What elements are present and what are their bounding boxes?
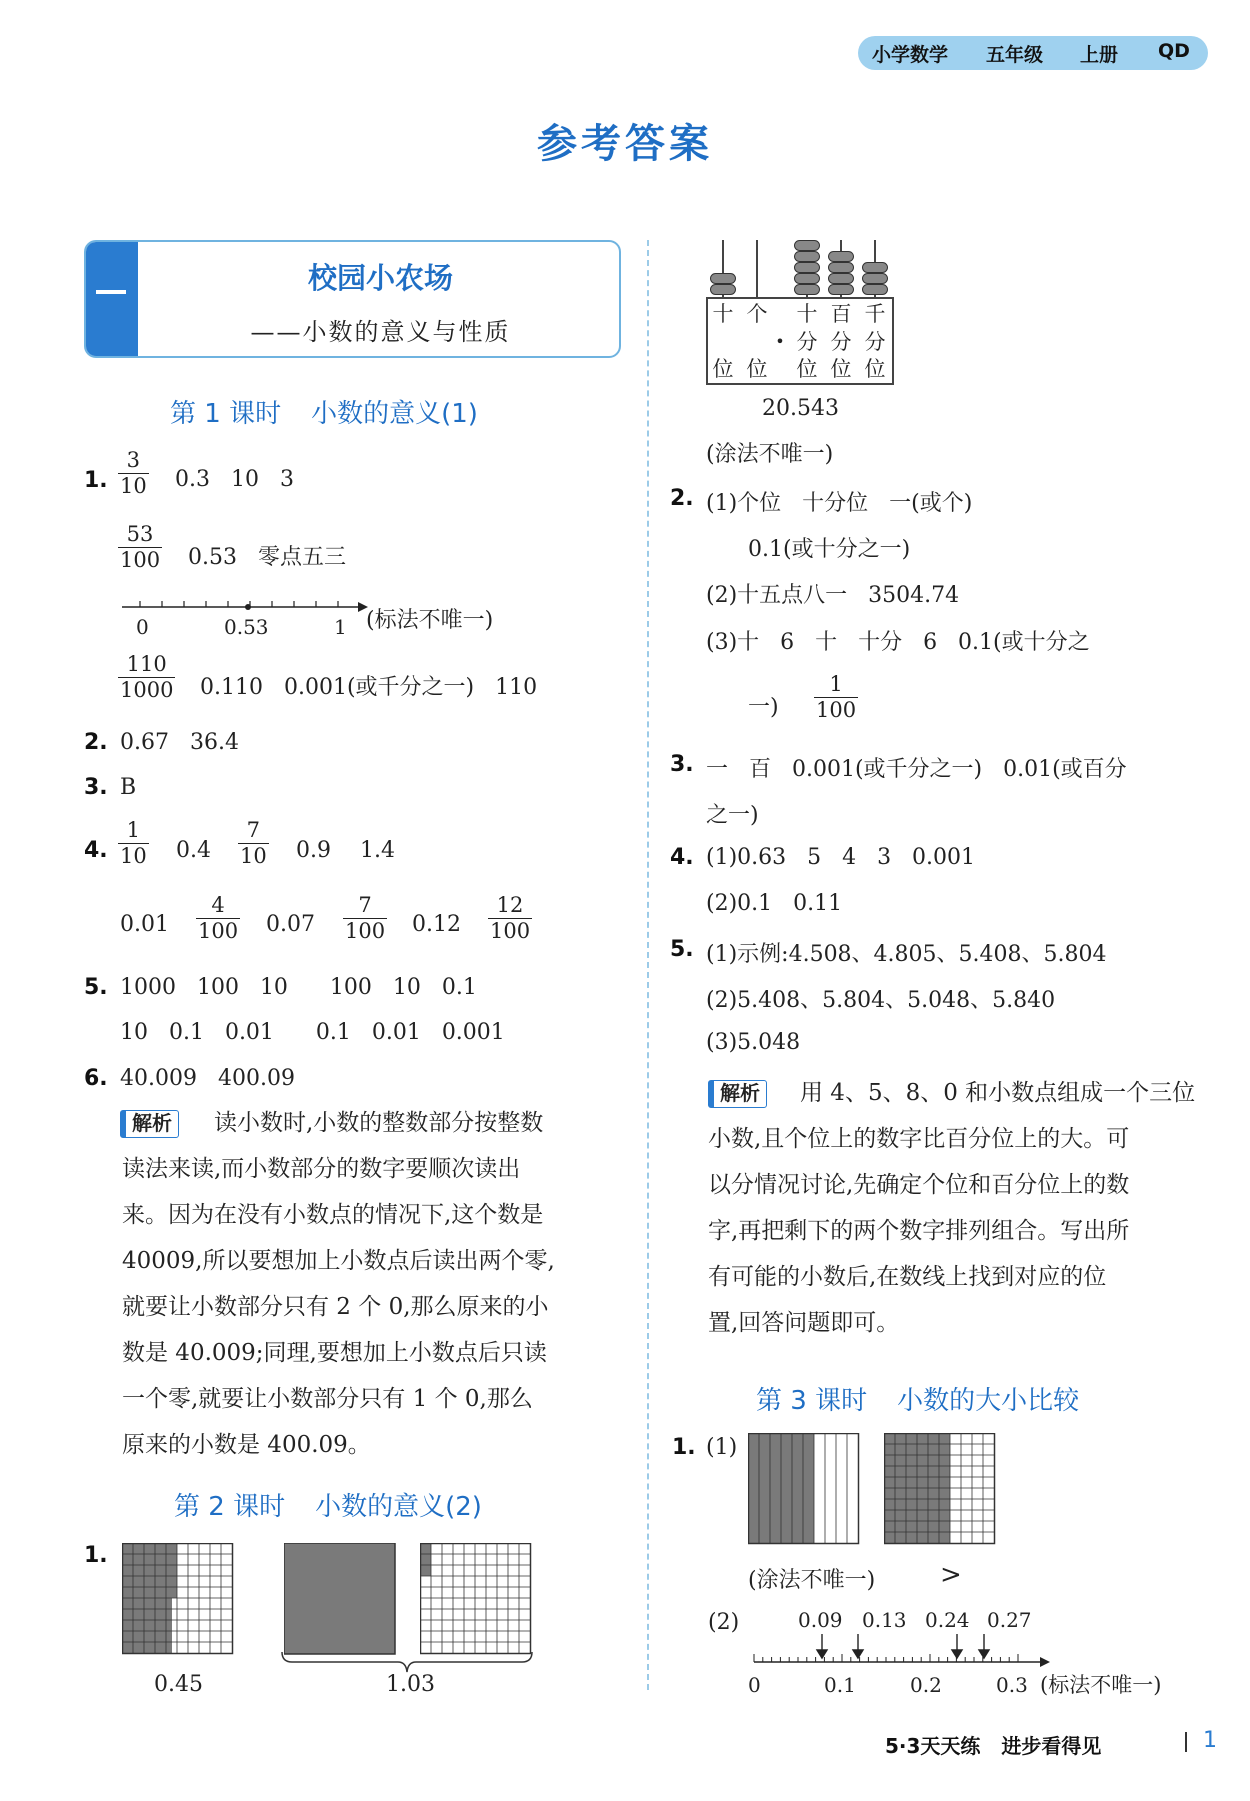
r-q2-line4: (3)十 6 十 十分 6 0.1(或十分之 bbox=[706, 630, 1090, 655]
l1-analysis-line-1: 读法来读,而小数部分的数字要顺次读出 bbox=[122, 1156, 521, 1182]
l3-axis-02: 0.2 bbox=[910, 1673, 942, 1697]
frac-den: 100 bbox=[816, 698, 857, 722]
frac-den: 100 bbox=[198, 919, 239, 943]
l1-q1-line-label-053: 0.53 bbox=[224, 615, 269, 639]
l3-mark-027: 0.27 bbox=[987, 1608, 1032, 1632]
l3-axis-03: 0.3 bbox=[996, 1673, 1028, 1697]
abacus-bead bbox=[710, 273, 736, 284]
abacus-label-tens: 十 bbox=[712, 302, 734, 326]
abacus-label-tenths: 十 bbox=[796, 302, 818, 326]
abacus-bead bbox=[862, 273, 888, 284]
l1-q1-fraction-a bbox=[118, 448, 149, 499]
l1-q3-answer: B bbox=[120, 775, 137, 800]
lesson-3-heading bbox=[756, 1380, 1079, 1417]
l1-q4-v5: 0.07 bbox=[266, 912, 315, 937]
r-analysis-line-1: 小数,且个位上的数字比百分位上的大。可 bbox=[708, 1126, 1130, 1152]
abacus-rod-ones bbox=[756, 240, 758, 298]
abacus-decimal-point: • bbox=[775, 332, 785, 351]
l3-q1-num: 1. bbox=[672, 1435, 696, 1460]
l1-q4-v2: 0.9 bbox=[296, 838, 331, 863]
r-q5-line2: (2)5.408、5.804、5.048、5.840 bbox=[706, 988, 1056, 1013]
l1-q3-num: 3. bbox=[84, 775, 108, 800]
abacus-value: 20.543 bbox=[762, 396, 839, 421]
abacus-bead bbox=[710, 284, 736, 295]
l1-q4-v1: 0.4 bbox=[176, 838, 211, 863]
abacus-bottom-1: 位 bbox=[746, 357, 768, 381]
frac-num: 53 bbox=[126, 522, 154, 546]
l1-q1-row4: 0.110 0.001(或千分之一) 110 bbox=[200, 675, 538, 700]
l1-q5-row1: 1000 100 10 100 10 0.1 bbox=[120, 975, 477, 1000]
header-subject: 小学数学 bbox=[872, 44, 949, 66]
unit-box bbox=[84, 240, 621, 358]
l1-analysis-line-4: 就要让小数部分只有 2 个 0,那么原来的小 bbox=[122, 1294, 549, 1320]
page-number: 1 bbox=[1203, 1728, 1217, 1753]
l1-analysis-line-6: 一个零,就要让小数部分只有 1 个 0,那么 bbox=[122, 1386, 533, 1412]
abacus-mid-tenths: 分 bbox=[796, 330, 818, 354]
l3-mark-013: 0.13 bbox=[862, 1608, 907, 1632]
l3-q1-part2: (2) bbox=[708, 1610, 740, 1635]
abacus-note: (涂法不唯一) bbox=[706, 442, 834, 467]
header-volume: 上册 bbox=[1080, 44, 1119, 66]
l1-q6-answer: 40.009 400.09 bbox=[120, 1066, 295, 1091]
r-q2-line2: 0.1(或十分之一) bbox=[748, 537, 911, 562]
abacus-bead bbox=[862, 262, 888, 273]
lesson-1-name: 小数的意义(1) bbox=[311, 399, 478, 429]
l1-q4-frac-4 bbox=[343, 893, 387, 944]
lesson-2-label: 第 2 课时 bbox=[174, 1492, 286, 1522]
r-q4-line2: (2)0.1 0.11 bbox=[706, 891, 843, 916]
unit-number-glyph bbox=[96, 290, 126, 294]
lesson-3-name: 小数的大小比较 bbox=[897, 1386, 1080, 1416]
l1-q4-num: 4. bbox=[84, 838, 108, 863]
l1-q2-num: 2. bbox=[84, 730, 108, 755]
r-q2-line5: 一) bbox=[748, 695, 779, 720]
lesson-1-heading bbox=[170, 393, 478, 430]
header-edition: QD bbox=[1158, 40, 1190, 62]
r-q5-line1: (1)示例:4.508、4.805、5.408、5.804 bbox=[706, 942, 1107, 967]
frac-num: 7 bbox=[358, 893, 372, 917]
l3-grid-hundredths bbox=[884, 1433, 996, 1545]
l1-analysis-line-2: 来。因为在没有小数点的情况下,这个数是 bbox=[122, 1202, 544, 1228]
header-grade: 五年级 bbox=[986, 44, 1044, 66]
lesson-2-heading bbox=[174, 1486, 482, 1523]
l1-q4-frac-3 bbox=[196, 893, 240, 944]
r-analysis-line-0: 用 4、5、8、0 和小数点组成一个三位 bbox=[800, 1080, 1196, 1106]
frac-den: 100 bbox=[490, 919, 531, 943]
l3-mark-009: 0.09 bbox=[798, 1608, 843, 1632]
l1-q4-frac-5 bbox=[488, 893, 532, 944]
l2-grid-003 bbox=[420, 1543, 532, 1655]
lesson-2-name: 小数的意义(2) bbox=[315, 1492, 482, 1522]
l1-q1-row2: 0.53 零点五三 bbox=[188, 545, 346, 570]
l3-number-line bbox=[740, 1632, 1052, 1677]
l1-q4-v6: 0.12 bbox=[412, 912, 461, 937]
abacus-bead bbox=[828, 284, 854, 295]
l1-q6-num: 6. bbox=[84, 1066, 108, 1091]
l1-q4-frac-2 bbox=[238, 818, 269, 869]
abacus-bead bbox=[794, 284, 820, 295]
abacus-bottom-0: 位 bbox=[712, 357, 734, 381]
abacus-bead bbox=[794, 262, 820, 273]
l3-q1-compare-symbol: > bbox=[940, 1560, 962, 1590]
r-q2-line1: (1)个位 十分位 一(或个) bbox=[706, 491, 973, 516]
lesson-1-label: 第 1 课时 bbox=[170, 399, 282, 429]
frac-num: 7 bbox=[246, 818, 261, 842]
r-q3-num: 3. bbox=[670, 752, 694, 777]
l3-axis-01: 0.1 bbox=[824, 1673, 856, 1697]
l1-analysis-line-3: 40009,所以要想加上小数点后读出两个零, bbox=[122, 1248, 555, 1274]
r-q4-line1: (1)0.63 5 4 3 0.001 bbox=[706, 845, 976, 870]
l1-analysis-line-7: 原来的小数是 400.09。 bbox=[122, 1432, 371, 1458]
r-q2-fraction bbox=[814, 672, 858, 723]
r-q2-num: 2. bbox=[670, 486, 694, 511]
footer-separator bbox=[1185, 1732, 1187, 1752]
frac-num: 1 bbox=[829, 672, 843, 696]
abacus-bead bbox=[794, 251, 820, 262]
abacus-bead bbox=[794, 240, 820, 251]
l1-q1-fraction-b bbox=[118, 522, 162, 573]
abacus-bead bbox=[862, 284, 888, 295]
frac-num: 1 bbox=[126, 818, 141, 842]
r-q4-num: 4. bbox=[670, 845, 694, 870]
r-analysis-line-2: 以分情况讨论,先确定个位和百分位上的数 bbox=[708, 1172, 1130, 1198]
abacus-label-ones: 个 bbox=[746, 302, 768, 326]
r-q3-line1: 一 百 0.001(或千分之一) 0.01(或百分 bbox=[706, 757, 1127, 782]
r-q5-num: 5. bbox=[670, 937, 694, 962]
abacus-bead bbox=[828, 273, 854, 284]
l1-analysis-line-0: 读小数时,小数的整数部分按整数 bbox=[214, 1110, 544, 1136]
l2-value-103: 1.03 bbox=[386, 1672, 435, 1697]
abacus-label-hundredths: 百 bbox=[830, 302, 852, 326]
frac-num: 12 bbox=[496, 893, 524, 917]
footer-brand: 5·3天天练 进步看得见 bbox=[885, 1734, 1102, 1758]
l3-q1-note: (涂法不唯一) bbox=[748, 1568, 876, 1593]
unit-title: 校园小农场 bbox=[307, 261, 453, 295]
l1-q1-fraction-c bbox=[118, 652, 175, 703]
abacus-bead bbox=[828, 251, 854, 262]
l1-q1-line-note: (标法不唯一) bbox=[366, 608, 494, 633]
l1-analysis-tag: 解析 bbox=[120, 1110, 179, 1138]
l1-analysis-line-5: 数是 40.009;同理,要想加上小数点后只读 bbox=[122, 1340, 547, 1366]
abacus-mid-hundredths: 分 bbox=[830, 330, 852, 354]
l1-q5-row2: 10 0.1 0.01 0.1 0.01 0.001 bbox=[120, 1020, 505, 1045]
r-q3-line2: 之一) bbox=[706, 803, 759, 828]
l3-grid-tenths bbox=[748, 1433, 860, 1545]
l1-q4-frac-1 bbox=[118, 818, 149, 869]
l2-value-045: 0.45 bbox=[154, 1672, 203, 1697]
frac-den: 1000 bbox=[120, 678, 174, 702]
frac-num: 3 bbox=[126, 448, 141, 472]
l3-axis-0: 0 bbox=[748, 1673, 761, 1697]
abacus-bottom-3: 位 bbox=[830, 357, 852, 381]
frac-num: 110 bbox=[126, 652, 167, 676]
unit-subtitle: ——小数的意义与性质 bbox=[250, 318, 511, 346]
l1-q2-answer: 0.67 36.4 bbox=[120, 730, 239, 755]
abacus-bead bbox=[828, 262, 854, 273]
l1-q5-num: 5. bbox=[84, 975, 108, 1000]
l1-q4-v3: 1.4 bbox=[360, 838, 395, 863]
l2-grid-045 bbox=[122, 1543, 234, 1655]
frac-den: 10 bbox=[120, 474, 147, 498]
l1-q4-v4: 0.01 bbox=[120, 912, 169, 937]
l1-q1-line-label-1: 1 bbox=[334, 615, 347, 639]
frac-den: 10 bbox=[240, 844, 267, 868]
frac-den: 100 bbox=[120, 548, 161, 572]
l1-q1-line-label-0: 0 bbox=[136, 615, 149, 639]
r-analysis-line-3: 字,再把剩下的两个数字排列组合。写出所 bbox=[708, 1218, 1130, 1244]
l2-q1-num: 1. bbox=[84, 1543, 108, 1568]
abacus-bottom-2: 位 bbox=[796, 357, 818, 381]
l3-axis-note: (标法不唯一) bbox=[1040, 1673, 1162, 1697]
abacus-bead bbox=[794, 273, 820, 284]
abacus-bottom-4: 位 bbox=[864, 357, 886, 381]
column-divider bbox=[647, 240, 649, 1690]
header-badge bbox=[858, 36, 1208, 70]
lesson-3-label: 第 3 课时 bbox=[756, 1386, 868, 1416]
r-q2-line3: (2)十五点八一 3504.74 bbox=[706, 583, 960, 608]
frac-num: 4 bbox=[211, 893, 225, 917]
r-analysis-line-5: 置,回答问题即可。 bbox=[708, 1310, 900, 1336]
l1-q1-num: 1. bbox=[84, 468, 108, 493]
abacus-mid-thousandths: 分 bbox=[864, 330, 886, 354]
r-analysis-line-4: 有可能的小数后,在数线上找到对应的位 bbox=[708, 1264, 1107, 1290]
l2-grid-100 bbox=[284, 1543, 396, 1655]
l3-mark-024: 0.24 bbox=[925, 1608, 970, 1632]
r-analysis-tag: 解析 bbox=[708, 1080, 767, 1108]
page-title: 参考答案 bbox=[537, 121, 713, 167]
unit-tab bbox=[86, 242, 138, 358]
l1-q1-row1: 0.3 10 3 bbox=[175, 467, 294, 492]
l3-q1-part1: (1) bbox=[706, 1435, 738, 1460]
abacus-label-thousandths: 千 bbox=[864, 302, 886, 326]
r-q5-line3: (3)5.048 bbox=[706, 1030, 801, 1055]
frac-den: 100 bbox=[345, 919, 386, 943]
frac-den: 10 bbox=[120, 844, 147, 868]
